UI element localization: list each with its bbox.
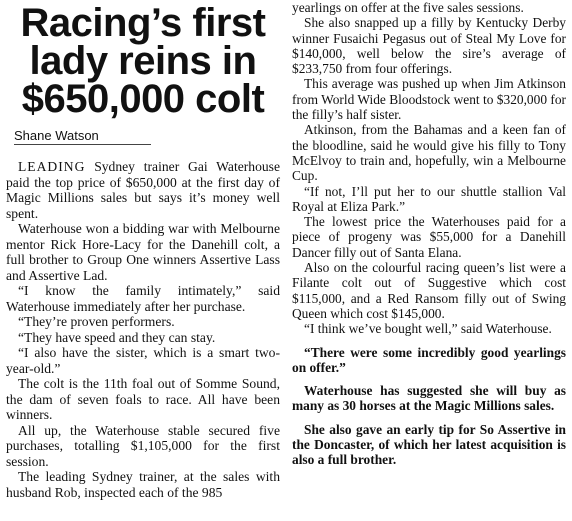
paragraph: The lowest price the Waterhouses paid for a piece of progeny was $55,000 for a Danehill Dancer filly out of Santa Elana. [292, 214, 566, 260]
bold-paragraph: “There were some incredibly good yearlings on offer.” [292, 344, 566, 375]
paragraph: “They’re proven performers. [18, 314, 175, 329]
bold-paragraph: She also gave an early tip for So Assertive in the Doncaster, of which her latest acquisition is also a full brother. [292, 421, 566, 468]
left-column [6, 0, 280, 500]
paragraph: This average was pushed up when Jim Atkinson from World Wide Bloodstock went to $320,000 for the filly’s half sister. [292, 76, 566, 123]
paragraph: “I know the family intimately,” said Waterhouse immediately after her purchase. [6, 283, 280, 314]
paragraph: Also on the colourful racing queen’s list were a Filante colt out of Suggestive which cost $115,000, and a Red Ransom filly out of Swing Queen which cost $145,000. [292, 260, 566, 321]
bold-paragraph: Waterhouse has suggested she will buy as many as 30 horses at the Magic Millions sales. [292, 383, 566, 414]
paragraph: All up, the Waterhouse stable secured five purchases, totalling $1,105,000 for the first session. [6, 422, 280, 469]
paragraph-continued: yearlings on offer at the five sales sessions. [292, 0, 524, 15]
paragraph: Atkinson, from the Bahamas and a keen fan of the bloodline, said he would give his filly to Tony McElvoy to train and, hopefully, win a Melbourne Cup. [292, 122, 566, 184]
right-column [292, 0, 566, 468]
paragraph: The colt is the 11th foal out of Somme Sound, the dam of seven foals to race. All have been winners. [6, 376, 280, 422]
paragraph: “They have speed and they can stay. [18, 329, 216, 345]
paragraph: The leading Sydney trainer, at the sales with husband Rob, inspected each of the 985 [6, 469, 280, 500]
spacer [292, 375, 566, 383]
lead-word: LEADING [18, 159, 86, 174]
byline: Shane Watson [14, 128, 151, 145]
spacer [292, 414, 566, 422]
lead-paragraph [6, 159, 280, 221]
paragraph: “I also have the sister, which is a smart two-year-old.” [6, 345, 280, 376]
paragraph: Waterhouse won a bidding war with Melbourne mentor Rick Hore-Lacy for the Danehill colt, a full brother to Group One winners Assertive Lass and Assertive Lad. [6, 221, 280, 283]
paragraph: “If not, I’ll put her to our shuttle stallion Val Royal at Eliza Park.” [292, 183, 566, 214]
paragraph: She also snapped up a filly by Kentucky Derby winner Fusaichi Pegasus out of Steal My Love for $140,000, well below the sire’s average of $233,750 from four offerings. [292, 15, 566, 77]
headline: Racing’s first lady reins in $650,000 colt [20, 1, 266, 121]
lead-text: Sydney trainer Gai Waterhouse paid the top price of $650,000 at the first day of Magic Millions sales but says it’s money well spent. [6, 159, 280, 221]
left-body [6, 159, 280, 500]
paragraph: “I think we’ve bought well,” said Waterhouse. [304, 321, 552, 337]
right-body [292, 0, 566, 468]
spacer [292, 337, 566, 345]
